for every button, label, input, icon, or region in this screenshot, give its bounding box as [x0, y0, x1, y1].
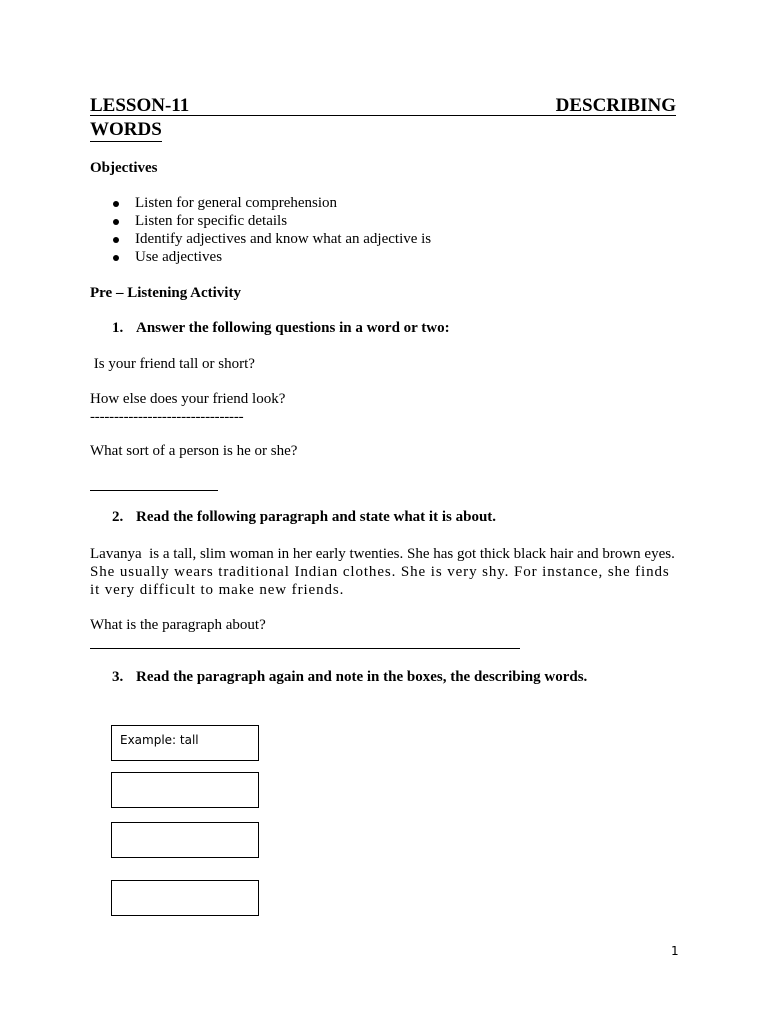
objective-item: Listen for general comprehension	[110, 194, 431, 212]
question-3-text: Read the paragraph again and note in the boxes, the describing words.	[136, 669, 588, 685]
lesson-number: LESSON-11	[90, 95, 190, 116]
objective-item: Use adjectives	[110, 248, 431, 266]
lesson-topic-part2: WORDS	[90, 119, 162, 140]
q2-answer-line	[90, 648, 520, 649]
describing-word-box[interactable]	[111, 822, 259, 858]
question-1-number: 1.	[112, 320, 124, 336]
lesson-title	[90, 96, 676, 142]
question-1-text: Answer the following questions in a word or two:	[136, 320, 450, 336]
q1-dashed-answer-line: --------------------------------	[90, 409, 244, 425]
describing-word-box-example[interactable]	[111, 725, 259, 761]
q2-prompt: What is the paragraph about?	[90, 617, 266, 633]
describing-word-box[interactable]	[111, 880, 259, 916]
paragraph-line-2: She usually wears traditional Indian clothes. She is very shy. For instance, she finds	[90, 564, 670, 580]
paragraph-line-1: Lavanya is a tall, slim woman in her early twenties. She has got thick black hair and brown eyes.	[90, 546, 675, 562]
objective-item: Identify adjectives and know what an adjective is	[110, 230, 431, 248]
question-2-text: Read the following paragraph and state what it is about.	[136, 509, 497, 525]
lavanya-paragraph	[90, 545, 678, 599]
question-2-number: 2.	[112, 509, 124, 525]
example-text: Example: tall	[120, 733, 199, 747]
q1-line-look: How else does your friend look?	[90, 391, 286, 407]
question-1	[112, 319, 450, 337]
describing-word-box[interactable]	[111, 772, 259, 808]
paragraph-line-3: it very difficult to make new friends.	[90, 582, 345, 598]
q1-line-person: What sort of a person is he or she?	[90, 443, 298, 459]
question-3	[112, 668, 587, 686]
q1-answer-line	[90, 490, 218, 491]
pre-listening-heading: Pre – Listening Activity	[90, 285, 241, 301]
objectives-list	[110, 194, 431, 266]
objectives-heading: Objectives	[90, 160, 158, 176]
lesson-topic-part1: DESCRIBING	[555, 95, 676, 116]
question-3-number: 3.	[112, 669, 124, 685]
q1-line-tall-short: Is your friend tall or short?	[90, 356, 255, 372]
objective-item: Listen for specific details	[110, 212, 431, 230]
page-number: 1	[671, 944, 679, 958]
question-2	[112, 508, 496, 526]
